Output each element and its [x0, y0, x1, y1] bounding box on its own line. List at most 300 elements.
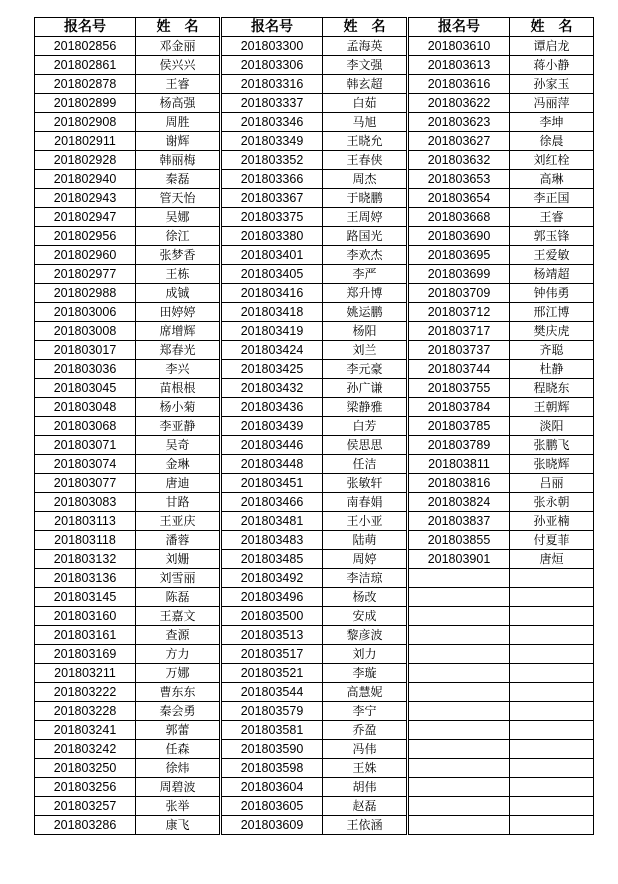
- header-id-col-1: 报名号: [35, 18, 136, 37]
- applicant-name-cell: 王嘉文: [136, 607, 220, 626]
- applicant-name-cell: 白芳: [323, 417, 407, 436]
- applicant-name-cell: 王小亚: [323, 512, 407, 531]
- registration-number-cell: 201803366: [222, 170, 323, 189]
- registration-number-cell: 201803241: [35, 721, 136, 740]
- table-row: [35, 702, 594, 721]
- registration-number-cell: 201803145: [35, 588, 136, 607]
- applicant-name-cell: 安成: [323, 607, 407, 626]
- applicant-name-cell: 秦磊: [136, 170, 220, 189]
- registration-number-cell: 201802943: [35, 189, 136, 208]
- registration-number-cell: 201802911: [35, 132, 136, 151]
- registration-number-cell: 201802856: [35, 37, 136, 56]
- applicant-name-cell: 秦会勇: [136, 702, 220, 721]
- registration-number-cell: 201803544: [222, 683, 323, 702]
- registration-number-cell: 201803690: [409, 227, 510, 246]
- applicant-name-cell: 王周婷: [323, 208, 407, 227]
- table-row: [35, 75, 594, 94]
- applicant-name-cell: 杨小菊: [136, 398, 220, 417]
- registration-number-cell: 201803228: [35, 702, 136, 721]
- applicant-name-cell: 程晓东: [510, 379, 594, 398]
- applicant-name-cell: 张永朝: [510, 493, 594, 512]
- applicant-name-cell: [510, 740, 594, 759]
- applicant-name-cell: 郭蕾: [136, 721, 220, 740]
- registration-number-cell: 201803500: [222, 607, 323, 626]
- applicant-name-cell: 万娜: [136, 664, 220, 683]
- applicant-name-cell: 甘路: [136, 493, 220, 512]
- applicant-name-cell: 李元豪: [323, 360, 407, 379]
- header-row: [35, 18, 594, 37]
- registration-number-cell: 201803579: [222, 702, 323, 721]
- registration-number-cell: 201803492: [222, 569, 323, 588]
- registration-number-cell: 201803008: [35, 322, 136, 341]
- registration-number-cell: 201803367: [222, 189, 323, 208]
- registration-number-cell: 201803605: [222, 797, 323, 816]
- registration-number-cell: 201803598: [222, 759, 323, 778]
- registration-number-cell: 201803709: [409, 284, 510, 303]
- applicant-name-cell: 高慧妮: [323, 683, 407, 702]
- registration-number-cell: [409, 721, 510, 740]
- registration-number-cell: 201803654: [409, 189, 510, 208]
- registration-number-cell: 201803784: [409, 398, 510, 417]
- applicant-name-cell: 张鹏飞: [510, 436, 594, 455]
- registration-number-cell: 201803816: [409, 474, 510, 493]
- registration-number-cell: [409, 645, 510, 664]
- applicant-name-cell: [510, 778, 594, 797]
- applicant-name-cell: 孙家玉: [510, 75, 594, 94]
- applicant-name-cell: 查源: [136, 626, 220, 645]
- registration-number-cell: 201803083: [35, 493, 136, 512]
- registration-number-cell: 201803755: [409, 379, 510, 398]
- registration-number-cell: 201803653: [409, 170, 510, 189]
- table-row: [35, 208, 594, 227]
- applicant-name-cell: 李璇: [323, 664, 407, 683]
- registration-number-cell: [409, 778, 510, 797]
- applicant-name-cell: 陆萌: [323, 531, 407, 550]
- table-row: [35, 379, 594, 398]
- registration-number-cell: 201803017: [35, 341, 136, 360]
- table-row: [35, 474, 594, 493]
- applicant-name-cell: 赵磊: [323, 797, 407, 816]
- table-row: [35, 740, 594, 759]
- applicant-name-cell: 黎彦波: [323, 626, 407, 645]
- registration-number-cell: 201803419: [222, 322, 323, 341]
- registration-number-cell: 201803432: [222, 379, 323, 398]
- table-row: [35, 94, 594, 113]
- table-row: [35, 607, 594, 626]
- table-row: [35, 588, 594, 607]
- applicant-name-cell: 蒋小静: [510, 56, 594, 75]
- registration-number-cell: [409, 740, 510, 759]
- applicant-name-cell: 张敏轩: [323, 474, 407, 493]
- applicant-name-cell: 冯丽萍: [510, 94, 594, 113]
- registration-number-cell: 201803416: [222, 284, 323, 303]
- registration-number-cell: 201803436: [222, 398, 323, 417]
- applicant-name-cell: 王依涵: [323, 816, 407, 835]
- table-row: [35, 170, 594, 189]
- applicant-name-cell: [510, 645, 594, 664]
- registration-number-cell: 201803613: [409, 56, 510, 75]
- registration-number-cell: 201803496: [222, 588, 323, 607]
- applicant-name-cell: 吕丽: [510, 474, 594, 493]
- applicant-name-cell: 刘红栓: [510, 151, 594, 170]
- applicant-name-cell: 梁静雅: [323, 398, 407, 417]
- applicant-name-cell: 钟伟勇: [510, 284, 594, 303]
- table-row: [35, 322, 594, 341]
- registration-number-cell: 201802928: [35, 151, 136, 170]
- applicant-name-cell: 冯伟: [323, 740, 407, 759]
- applicant-name-cell: 陈磊: [136, 588, 220, 607]
- registration-number-cell: 201803048: [35, 398, 136, 417]
- registration-number-cell: 201803604: [222, 778, 323, 797]
- applicant-name-cell: [510, 721, 594, 740]
- table-row: [35, 512, 594, 531]
- registration-number-cell: 201803211: [35, 664, 136, 683]
- registration-number-cell: 201803609: [222, 816, 323, 835]
- registration-number-cell: [409, 607, 510, 626]
- applicant-name-cell: 杜静: [510, 360, 594, 379]
- table-row: [35, 455, 594, 474]
- table-row: [35, 626, 594, 645]
- applicant-name-cell: 刘雪丽: [136, 569, 220, 588]
- applicant-name-cell: 樊庆虎: [510, 322, 594, 341]
- registration-number-cell: 201803306: [222, 56, 323, 75]
- header-name-col-2: 姓 名: [323, 18, 407, 37]
- registration-number-cell: 201803136: [35, 569, 136, 588]
- registration-number-cell: 201803616: [409, 75, 510, 94]
- applicant-name-cell: 张晓辉: [510, 455, 594, 474]
- registration-number-cell: 201803581: [222, 721, 323, 740]
- registration-number-cell: 201803424: [222, 341, 323, 360]
- applicant-name-cell: 孙亚楠: [510, 512, 594, 531]
- registration-number-cell: 201803256: [35, 778, 136, 797]
- table-row: [35, 56, 594, 75]
- registration-number-cell: 201803074: [35, 455, 136, 474]
- registration-number-cell: 201803169: [35, 645, 136, 664]
- applicant-roster-table: [34, 17, 594, 835]
- applicant-name-cell: 谢辉: [136, 132, 220, 151]
- applicant-name-cell: 郭玉锋: [510, 227, 594, 246]
- header-name-col-3: 姓 名: [510, 18, 594, 37]
- applicant-name-cell: 王亚庆: [136, 512, 220, 531]
- table-row: [35, 645, 594, 664]
- registration-number-cell: 201803113: [35, 512, 136, 531]
- registration-number-cell: 201803855: [409, 531, 510, 550]
- applicant-name-cell: 李宁: [323, 702, 407, 721]
- applicant-name-cell: 李洁琼: [323, 569, 407, 588]
- table-row: [35, 246, 594, 265]
- applicant-name-cell: 任洁: [323, 455, 407, 474]
- applicant-name-cell: 吴娜: [136, 208, 220, 227]
- registration-number-cell: 201803045: [35, 379, 136, 398]
- applicant-name-cell: [510, 626, 594, 645]
- applicant-name-cell: 谭启龙: [510, 37, 594, 56]
- applicant-name-cell: 韩丽梅: [136, 151, 220, 170]
- applicant-name-cell: [510, 588, 594, 607]
- registration-number-cell: [409, 759, 510, 778]
- registration-number-cell: 201802940: [35, 170, 136, 189]
- registration-number-cell: 201803622: [409, 94, 510, 113]
- registration-number-cell: 201803036: [35, 360, 136, 379]
- table-row: [35, 683, 594, 702]
- applicant-name-cell: 王睿: [136, 75, 220, 94]
- registration-number-cell: 201803242: [35, 740, 136, 759]
- registration-number-cell: 201803483: [222, 531, 323, 550]
- applicant-name-cell: 齐聪: [510, 341, 594, 360]
- applicant-name-cell: 侯思思: [323, 436, 407, 455]
- applicant-name-cell: 周杰: [323, 170, 407, 189]
- registration-number-cell: 201803439: [222, 417, 323, 436]
- registration-number-cell: 201803222: [35, 683, 136, 702]
- registration-number-cell: 201803695: [409, 246, 510, 265]
- registration-number-cell: 201802947: [35, 208, 136, 227]
- registration-number-cell: 201802956: [35, 227, 136, 246]
- applicant-name-cell: 路国光: [323, 227, 407, 246]
- registration-number-cell: 201803901: [409, 550, 510, 569]
- registration-number-cell: 201803316: [222, 75, 323, 94]
- applicant-name-cell: 王栋: [136, 265, 220, 284]
- table-row: [35, 341, 594, 360]
- applicant-name-cell: 徐江: [136, 227, 220, 246]
- applicant-name-cell: [510, 607, 594, 626]
- applicant-name-cell: 李正国: [510, 189, 594, 208]
- applicant-name-cell: 胡伟: [323, 778, 407, 797]
- header-id-col-3: 报名号: [409, 18, 510, 37]
- table-row: [35, 797, 594, 816]
- registration-number-cell: 201803068: [35, 417, 136, 436]
- table-row: [35, 531, 594, 550]
- applicant-name-cell: 吴奇: [136, 436, 220, 455]
- applicant-name-cell: 王爱敏: [510, 246, 594, 265]
- applicant-name-cell: 唐迪: [136, 474, 220, 493]
- roster-body: [35, 37, 594, 835]
- applicant-name-cell: 任森: [136, 740, 220, 759]
- registration-number-cell: 201803257: [35, 797, 136, 816]
- registration-number-cell: 201803610: [409, 37, 510, 56]
- applicant-name-cell: 周婷: [323, 550, 407, 569]
- applicant-name-cell: 王晓允: [323, 132, 407, 151]
- registration-number-cell: 201803352: [222, 151, 323, 170]
- registration-number-cell: 201803250: [35, 759, 136, 778]
- applicant-name-cell: 杨改: [323, 588, 407, 607]
- table-row: [35, 151, 594, 170]
- table-row: [35, 37, 594, 56]
- applicant-name-cell: 杨靖超: [510, 265, 594, 284]
- registration-number-cell: [409, 816, 510, 835]
- registration-number-cell: 201803811: [409, 455, 510, 474]
- registration-number-cell: 201803161: [35, 626, 136, 645]
- registration-number-cell: 201802960: [35, 246, 136, 265]
- applicant-name-cell: 王朝辉: [510, 398, 594, 417]
- registration-number-cell: 201802988: [35, 284, 136, 303]
- registration-number-cell: 201802908: [35, 113, 136, 132]
- applicant-name-cell: 王春侠: [323, 151, 407, 170]
- table-row: [35, 398, 594, 417]
- table-row: [35, 664, 594, 683]
- table-row: [35, 265, 594, 284]
- applicant-name-cell: 李文强: [323, 56, 407, 75]
- applicant-name-cell: 曹东东: [136, 683, 220, 702]
- registration-number-cell: 201803405: [222, 265, 323, 284]
- registration-number-cell: 201803623: [409, 113, 510, 132]
- table-row: [35, 493, 594, 512]
- applicant-name-cell: [510, 664, 594, 683]
- applicant-name-cell: 白茹: [323, 94, 407, 113]
- registration-number-cell: 201803481: [222, 512, 323, 531]
- registration-number-cell: 201803300: [222, 37, 323, 56]
- applicant-name-cell: [510, 569, 594, 588]
- table-row: [35, 303, 594, 322]
- registration-number-cell: 201803418: [222, 303, 323, 322]
- registration-number-cell: 201802861: [35, 56, 136, 75]
- registration-number-cell: 201803006: [35, 303, 136, 322]
- registration-number-cell: 201803401: [222, 246, 323, 265]
- registration-number-cell: 201803346: [222, 113, 323, 132]
- registration-number-cell: 201803446: [222, 436, 323, 455]
- applicant-name-cell: 郑春光: [136, 341, 220, 360]
- table-row: [35, 721, 594, 740]
- applicant-name-cell: 王姝: [323, 759, 407, 778]
- registration-number-cell: 201803451: [222, 474, 323, 493]
- registration-number-cell: 201803789: [409, 436, 510, 455]
- header-name-col-1: 姓 名: [136, 18, 220, 37]
- registration-number-cell: 201803824: [409, 493, 510, 512]
- table-row: [35, 816, 594, 835]
- registration-number-cell: [409, 702, 510, 721]
- applicant-name-cell: 杨阳: [323, 322, 407, 341]
- registration-number-cell: 201803632: [409, 151, 510, 170]
- applicant-name-cell: 杨高强: [136, 94, 220, 113]
- applicant-name-cell: 南春娟: [323, 493, 407, 512]
- registration-number-cell: 201802899: [35, 94, 136, 113]
- registration-number-cell: 201803712: [409, 303, 510, 322]
- table-row: [35, 284, 594, 303]
- table-row: [35, 550, 594, 569]
- registration-number-cell: 201803521: [222, 664, 323, 683]
- applicant-name-cell: 唐烜: [510, 550, 594, 569]
- registration-number-cell: 201803118: [35, 531, 136, 550]
- registration-number-cell: 201803837: [409, 512, 510, 531]
- applicant-name-cell: 田婷婷: [136, 303, 220, 322]
- applicant-name-cell: 李坤: [510, 113, 594, 132]
- applicant-name-cell: 孙广谦: [323, 379, 407, 398]
- applicant-name-cell: 张举: [136, 797, 220, 816]
- table-row: [35, 569, 594, 588]
- applicant-name-cell: 金琳: [136, 455, 220, 474]
- applicant-name-cell: 徐晨: [510, 132, 594, 151]
- applicant-name-cell: 徐炜: [136, 759, 220, 778]
- applicant-name-cell: 周碧波: [136, 778, 220, 797]
- applicant-name-cell: 潘蓉: [136, 531, 220, 550]
- applicant-name-cell: 康飞: [136, 816, 220, 835]
- registration-number-cell: 201803071: [35, 436, 136, 455]
- applicant-name-cell: 成铖: [136, 284, 220, 303]
- applicant-name-cell: [510, 759, 594, 778]
- table-row: [35, 759, 594, 778]
- applicant-name-cell: 周胜: [136, 113, 220, 132]
- registration-number-cell: 201803286: [35, 816, 136, 835]
- applicant-name-cell: 李兴: [136, 360, 220, 379]
- applicant-name-cell: 孟海英: [323, 37, 407, 56]
- registration-number-cell: 201803485: [222, 550, 323, 569]
- applicant-name-cell: 苗根根: [136, 379, 220, 398]
- registration-number-cell: [409, 797, 510, 816]
- applicant-name-cell: 方力: [136, 645, 220, 664]
- registration-number-cell: 201803590: [222, 740, 323, 759]
- applicant-name-cell: 马旭: [323, 113, 407, 132]
- table-row: [35, 360, 594, 379]
- registration-number-cell: 201802878: [35, 75, 136, 94]
- applicant-name-cell: 李欢杰: [323, 246, 407, 265]
- applicant-name-cell: 李亚静: [136, 417, 220, 436]
- registration-number-cell: 201803513: [222, 626, 323, 645]
- registration-number-cell: 201803337: [222, 94, 323, 113]
- registration-number-cell: [409, 569, 510, 588]
- registration-number-cell: [409, 588, 510, 607]
- registration-number-cell: 201803627: [409, 132, 510, 151]
- applicant-name-cell: 乔盈: [323, 721, 407, 740]
- registration-number-cell: 201803737: [409, 341, 510, 360]
- applicant-name-cell: [510, 797, 594, 816]
- registration-number-cell: 201803077: [35, 474, 136, 493]
- applicant-name-cell: 姚运鹏: [323, 303, 407, 322]
- applicant-name-cell: 付夏菲: [510, 531, 594, 550]
- table-row: [35, 417, 594, 436]
- applicant-name-cell: 淡阳: [510, 417, 594, 436]
- applicant-name-cell: 张梦香: [136, 246, 220, 265]
- applicant-name-cell: 管天怡: [136, 189, 220, 208]
- applicant-name-cell: 李严: [323, 265, 407, 284]
- applicant-name-cell: [510, 683, 594, 702]
- applicant-name-cell: 席增辉: [136, 322, 220, 341]
- table-row: [35, 113, 594, 132]
- table-row: [35, 778, 594, 797]
- registration-number-cell: 201803717: [409, 322, 510, 341]
- registration-number-cell: 201803425: [222, 360, 323, 379]
- applicant-name-cell: 高琳: [510, 170, 594, 189]
- registration-number-cell: 201803785: [409, 417, 510, 436]
- applicant-name-cell: 郑升博: [323, 284, 407, 303]
- applicant-name-cell: [510, 702, 594, 721]
- applicant-name-cell: 于晓鹏: [323, 189, 407, 208]
- registration-number-cell: 201803448: [222, 455, 323, 474]
- table-row: [35, 436, 594, 455]
- registration-number-cell: 201803375: [222, 208, 323, 227]
- registration-number-cell: [409, 683, 510, 702]
- registration-number-cell: [409, 626, 510, 645]
- registration-number-cell: 201803132: [35, 550, 136, 569]
- table-row: [35, 189, 594, 208]
- applicant-name-cell: [510, 816, 594, 835]
- registration-number-cell: 201803466: [222, 493, 323, 512]
- applicant-name-cell: 刘姗: [136, 550, 220, 569]
- registration-number-cell: 201803744: [409, 360, 510, 379]
- applicant-name-cell: 刘力: [323, 645, 407, 664]
- registration-number-cell: 201803668: [409, 208, 510, 227]
- applicant-name-cell: 刘兰: [323, 341, 407, 360]
- header-id-col-2: 报名号: [222, 18, 323, 37]
- registration-number-cell: 201803517: [222, 645, 323, 664]
- registration-number-cell: 201803380: [222, 227, 323, 246]
- applicant-name-cell: 邢江博: [510, 303, 594, 322]
- registration-number-cell: 201802977: [35, 265, 136, 284]
- registration-number-cell: 201803349: [222, 132, 323, 151]
- applicant-name-cell: 王睿: [510, 208, 594, 227]
- table-row: [35, 132, 594, 151]
- table-row: [35, 227, 594, 246]
- applicant-name-cell: 侯兴兴: [136, 56, 220, 75]
- registration-number-cell: 201803160: [35, 607, 136, 626]
- registration-number-cell: 201803699: [409, 265, 510, 284]
